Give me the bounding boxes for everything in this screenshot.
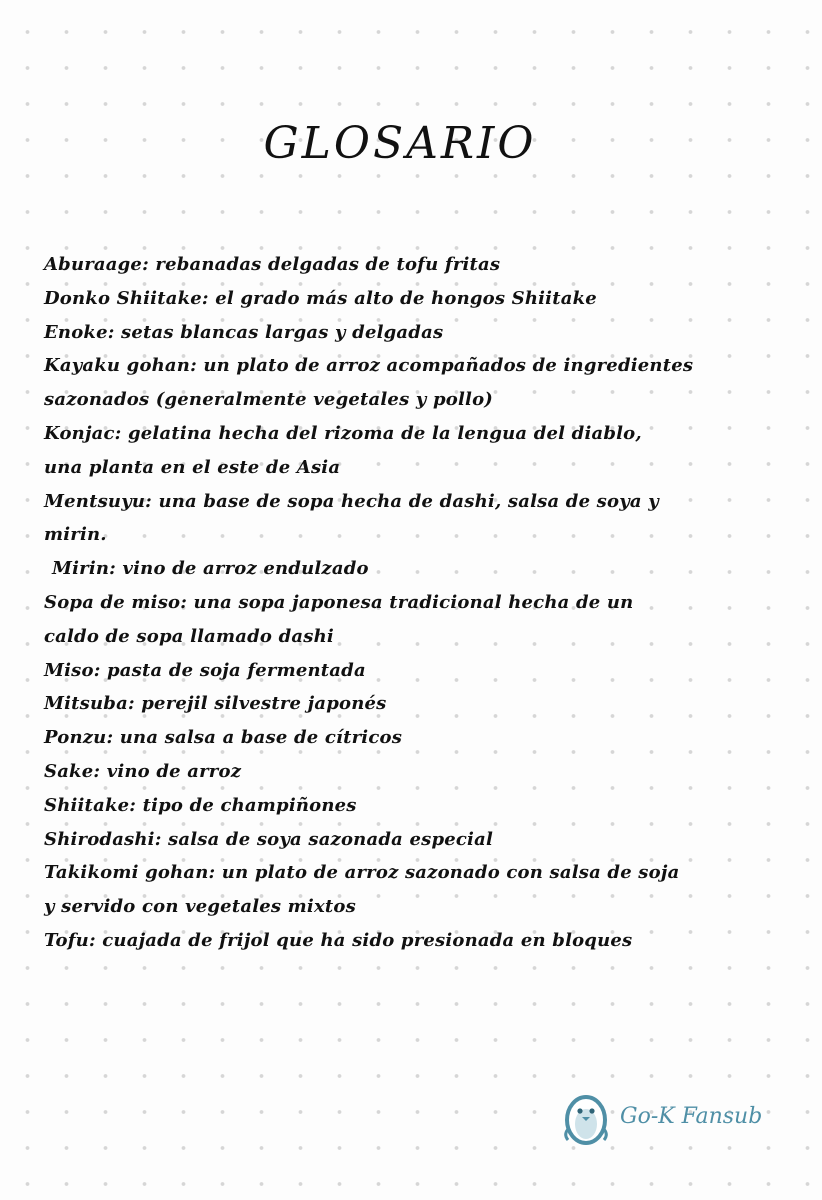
glossary-line: Sake: vino de arroz <box>44 760 242 782</box>
glossary-line: Miso: pasta de soja fermentada <box>44 659 366 681</box>
glossary-line: caldo de sopa llamado dashi <box>44 625 334 647</box>
penguin-icon <box>560 1088 616 1148</box>
glossary-line: Mitsuba: perejil silvestre japonés <box>44 693 387 715</box>
page-title: GLOSARIO <box>263 118 537 169</box>
glossary-line: Mentsuyu: una base de sopa hecha de dashi, salsa de soya y <box>44 490 659 512</box>
glossary-line: Tofu: cuajada de frijol que ha sido presionada en bloques <box>44 929 633 951</box>
glossary-line: Shiitake: tipo de champiñones <box>44 794 357 816</box>
glossary-line: Sopa de miso: una sopa japonesa tradicional hecha de un <box>44 591 634 613</box>
glossary-line: Ponzu: una salsa a base de cítricos <box>44 727 403 749</box>
glossary-line: mirin. <box>44 524 107 546</box>
glossary-line: Shirodashi: salsa de soya sazonada especial <box>44 828 493 850</box>
glossary-line: sazonados (generalmente vegetales y pollo) <box>44 389 493 411</box>
glossary-line: Aburaage: rebanadas delgadas de tofu fritas <box>44 254 501 275</box>
glossary-line: y servido con vegetales mixtos <box>44 896 356 918</box>
glossary-list <box>44 248 756 958</box>
glossary-line: Konjac: gelatina hecha del rizoma de la lengua del diablo, <box>44 422 642 444</box>
glossary-line: Mirin: vino de arroz endulzado <box>52 558 369 580</box>
glossary-line: una planta en el este de Asia <box>44 456 341 478</box>
fansub-logo <box>560 1088 770 1148</box>
glossary-line: Kayaku gohan: un plato de arroz acompañados de ingredientes <box>44 355 694 377</box>
glossary-line: Takikomi gohan: un plato de arroz sazonado con salsa de soja <box>44 862 680 884</box>
glossary-line: Donko Shiitake: el grado más alto de hongos Shiitake <box>44 287 597 309</box>
logo-text: Go-K Fansub <box>620 1104 763 1129</box>
glossary-line: Enoke: setas blancas largas y delgadas <box>44 321 444 343</box>
